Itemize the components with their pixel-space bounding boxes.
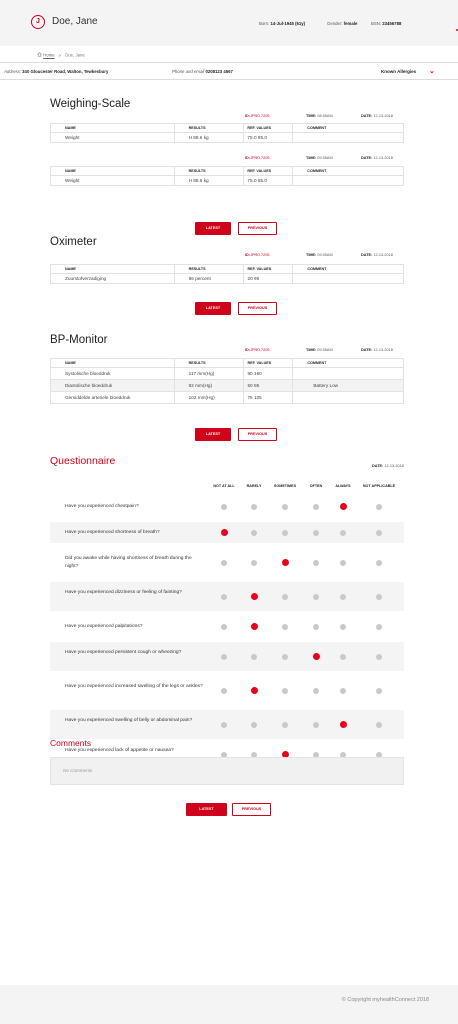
question-row (50, 642, 404, 671)
cell-ref: 75 105 (244, 392, 293, 404)
col-comment: COMMENT (293, 359, 404, 368)
cell-result: 82 mm(Hg) (174, 380, 244, 392)
table-header-row (51, 359, 404, 368)
oximeter-latest-button[interactable]: LATEST (195, 302, 231, 315)
answer-radio[interactable] (376, 504, 382, 510)
answer-radio[interactable] (313, 560, 319, 566)
phone-value: 0208123 4567 (205, 69, 233, 74)
answer-radio[interactable] (340, 624, 346, 630)
comments-title: Comments (50, 738, 92, 748)
answer-column-header: ALWAYS (335, 484, 351, 488)
answer-radio[interactable] (282, 722, 288, 728)
bp-monitor-title: BP-Monitor (50, 334, 108, 346)
answer-radio[interactable] (282, 594, 288, 600)
answer-radio[interactable] (221, 624, 227, 630)
col-results: RESULTS (174, 265, 244, 274)
oximeter-previous-button[interactable]: PREVIOUS (238, 302, 277, 315)
cell-comment (293, 176, 404, 186)
known-allergies-toggle[interactable]: Known Allergies (381, 69, 417, 74)
questionnaire-date (372, 464, 404, 468)
gender-label: Gender: (327, 21, 343, 26)
oximeter-date (361, 253, 393, 257)
footer (0, 985, 458, 1024)
cell-result: 96 percent (174, 274, 244, 284)
bp-id (245, 348, 269, 352)
born-label: Born: (259, 21, 270, 26)
oximeter-time (306, 253, 333, 257)
date-value: 12-13-2018 (373, 114, 393, 118)
patient-logo-icon: J (31, 15, 45, 29)
date-label: DATE: (361, 114, 373, 118)
answer-radio[interactable] (340, 530, 346, 536)
cell-ref: 75.0 85.0 (244, 133, 293, 143)
id-label: ID: (245, 114, 251, 118)
phone-label: Phone and email (172, 69, 205, 74)
answer-radio[interactable] (221, 654, 227, 660)
address-info (4, 69, 108, 74)
cell-comment (293, 392, 404, 404)
bsn-value: 23456788 (382, 21, 402, 26)
cell-name: Weight (51, 133, 175, 143)
oximeter-table (50, 264, 404, 284)
col-name: NAME (51, 167, 175, 176)
cell-comment (293, 368, 404, 380)
answer-radio[interactable] (340, 688, 346, 694)
date-label: DATE: (361, 253, 373, 257)
answer-column-header: NOT APPLICABLE (362, 484, 396, 488)
questionnaire-previous-button[interactable]: PREVIOUS (232, 803, 271, 816)
answer-radio[interactable] (313, 594, 319, 600)
col-name: NAME (51, 359, 175, 368)
questionnaire-title: Questionnaire (50, 455, 116, 467)
question-text: Have you experienced increased swelling of the legs or ankles? (65, 684, 203, 689)
question-row (50, 496, 404, 517)
breadcrumb-home-link[interactable]: Home (43, 52, 55, 58)
patient-name: Doe, Jane (52, 16, 98, 27)
weighing-table-2 (50, 166, 404, 186)
answer-radio-selected[interactable] (251, 687, 258, 694)
cell-result: 117 mm(Hg) (174, 368, 244, 380)
table-row (51, 392, 404, 404)
home-icon[interactable] (37, 52, 42, 57)
table-row (51, 274, 404, 284)
weighing-date-2 (361, 156, 393, 160)
table-row (51, 133, 404, 143)
answer-radio-selected[interactable] (221, 529, 228, 536)
question-row (50, 710, 404, 739)
bp-date (361, 348, 393, 352)
time-value: 09.55AM (317, 253, 333, 257)
time-value: 09.55AM (317, 348, 333, 352)
col-ref-values: REF. VALUES (244, 265, 293, 274)
weighing-latest-button[interactable]: LATEST (195, 222, 231, 235)
answer-radio[interactable] (221, 504, 227, 510)
table-header-row (51, 167, 404, 176)
cell-result: 102 mm(Hg) (174, 392, 244, 404)
bp-latest-button[interactable]: LATEST (195, 428, 231, 441)
answer-radio[interactable] (340, 654, 346, 660)
question-row (50, 548, 404, 577)
col-comment: COMMENT (293, 124, 404, 133)
table-row (51, 176, 404, 186)
answer-radio[interactable] (251, 504, 257, 510)
question-text: Have you experienced palpitations? (65, 623, 143, 629)
date-value: 12-13-2018 (373, 156, 393, 160)
answer-radio[interactable] (282, 654, 288, 660)
cell-ref: 50 95 (244, 380, 293, 392)
weighing-previous-button[interactable]: PREVIOUS (238, 222, 277, 235)
col-results: RESULTS (174, 359, 244, 368)
table-row (51, 368, 404, 380)
born-value: 14-Jul-1945 (61y) (270, 21, 306, 26)
answer-radio[interactable] (282, 688, 288, 694)
id-label: ID: (245, 348, 251, 352)
col-name: NAME (51, 124, 175, 133)
answer-column-header: RARELY (246, 484, 262, 488)
bp-previous-button[interactable]: PREVIOUS (238, 428, 277, 441)
weighing-time-1 (306, 114, 333, 118)
address-value: 340 Gloucester Road, Walton, Tewkesbury (22, 69, 109, 74)
time-value: 09.55AM (317, 156, 333, 160)
cell-name: Diastolische bloeddruk (51, 380, 175, 392)
id-label: ID: (245, 253, 251, 257)
id-value: JPRD.7205 (250, 156, 270, 160)
date-label: DATE: (372, 464, 384, 468)
comments-field[interactable] (50, 757, 404, 785)
question-row (50, 676, 404, 705)
date-value: 12-13-2018 (373, 253, 393, 257)
weighing-scale-title: Weighing-Scale (50, 98, 131, 110)
weighing-id-1 (245, 114, 269, 118)
answer-radio[interactable] (313, 688, 319, 694)
date-label: DATE: (361, 156, 373, 160)
oximeter-id (245, 253, 269, 257)
id-label: ID: (245, 156, 251, 160)
copyright-text: © Copyright myhealthConnect 2018 (341, 997, 429, 1003)
answer-radio-selected[interactable] (340, 503, 347, 510)
weighing-id-2 (245, 156, 269, 160)
answer-column-header: SOMETIMES (273, 484, 297, 488)
cell-name: Weight (51, 176, 175, 186)
col-results: RESULTS (174, 167, 244, 176)
breadcrumb-separator: > (58, 52, 62, 58)
cell-comment (293, 274, 404, 284)
bsn-label: BSN: (371, 21, 382, 26)
col-ref-values: REF. VALUES (244, 124, 293, 133)
answer-radio[interactable] (221, 722, 227, 728)
col-ref-values: REF. VALUES (244, 167, 293, 176)
date-value: 12-13-2018 (384, 464, 404, 468)
answer-radio[interactable] (376, 530, 382, 536)
question-row (50, 522, 404, 543)
answer-radio-selected[interactable] (282, 559, 289, 566)
cell-result: H 88.6 kg (174, 176, 244, 186)
id-value: JPRD.7205 (250, 114, 270, 118)
breadcrumb (37, 52, 85, 58)
gender-info (327, 21, 357, 26)
id-value: JPRD.7205 (250, 348, 270, 352)
weighing-date-1 (361, 114, 393, 118)
oximeter-title: Oximeter (50, 236, 97, 248)
cell-name: Zuurstofverzadiging (51, 274, 175, 284)
weighing-time-2 (306, 156, 333, 160)
question-row (50, 582, 404, 611)
cell-result: H 88.6 kg (174, 133, 244, 143)
cell-comment (293, 133, 404, 143)
time-value: 08.55AM (317, 114, 333, 118)
answer-column-header: NOT AT ALL (213, 484, 235, 488)
answer-radio[interactable] (376, 722, 382, 728)
answer-radio[interactable] (313, 504, 319, 510)
breadcrumb-current: Doe, Jane (65, 52, 85, 58)
contact-bar (0, 62, 458, 80)
answer-radio-selected[interactable] (340, 721, 347, 728)
answer-radio[interactable] (376, 654, 382, 660)
date-value: 12-13-2018 (373, 348, 393, 352)
table-row (51, 380, 404, 392)
answer-radio[interactable] (340, 594, 346, 600)
table-header-row (51, 265, 404, 274)
answer-radio-selected[interactable] (251, 623, 258, 630)
answer-radio[interactable] (376, 624, 382, 630)
question-text: Have you experienced persistent cough or wheezing? (65, 650, 182, 655)
id-value: JPRD.7205 (250, 253, 270, 257)
time-label: TIME: (306, 114, 317, 118)
question-text: Have you experienced shortness of breath? (65, 529, 160, 535)
time-label: TIME: (306, 156, 317, 160)
answer-radio[interactable] (376, 688, 382, 694)
answer-radio[interactable] (282, 530, 288, 536)
table-header-row (51, 124, 404, 133)
question-row (50, 616, 404, 637)
bp-time (306, 348, 333, 352)
chevron-down-icon[interactable]: ⌄ (429, 68, 435, 75)
answer-radio[interactable] (376, 560, 382, 566)
bp-table (50, 358, 404, 404)
answer-radio-selected[interactable] (313, 653, 320, 660)
bsn-info (371, 21, 401, 26)
question-text: Have you experienced lack of appetite or nausea? (65, 748, 174, 753)
answer-radio-selected[interactable] (251, 593, 258, 600)
time-label: TIME: (306, 348, 317, 352)
answer-column-header: OFTEN (309, 484, 323, 488)
address-label: Address: (4, 69, 21, 74)
questionnaire-latest-button[interactable]: LATEST (186, 803, 227, 816)
cell-ref: 75.0 85.0 (244, 176, 293, 186)
answer-radio[interactable] (251, 722, 257, 728)
answer-radio[interactable] (221, 688, 227, 694)
cell-name: Gemiddelde arteriele bloeddruk (51, 392, 175, 404)
col-results: RESULTS (174, 124, 244, 133)
date-label: DATE: (361, 348, 373, 352)
phone-info (172, 69, 233, 74)
answer-radio[interactable] (340, 560, 346, 566)
answer-radio[interactable] (251, 654, 257, 660)
answer-radio[interactable] (221, 594, 227, 600)
col-name: NAME (51, 265, 175, 274)
answer-radio[interactable] (313, 530, 319, 536)
question-text: Have you experienced dizziness or feeling of fainting? (65, 590, 182, 595)
weighing-table-1 (50, 123, 404, 143)
cell-name: Systolische bloeddruk (51, 368, 175, 380)
gender-value: female (343, 21, 358, 26)
top-header (0, 0, 458, 46)
question-text: Have you experienced chestpain? (65, 503, 139, 509)
col-comment: COMMENT (293, 265, 404, 274)
answer-radio[interactable] (376, 594, 382, 600)
answer-radio[interactable] (313, 722, 319, 728)
cell-ref: 20 99 (244, 274, 293, 284)
col-comment: COMMENT (293, 167, 404, 176)
answer-radio[interactable] (251, 530, 257, 536)
cell-comment: Battery Low (293, 380, 404, 392)
answer-radio[interactable] (251, 560, 257, 566)
answer-radio[interactable] (313, 624, 319, 630)
question-text: Did you awake while having shortness of breath during the night? (65, 556, 192, 569)
answer-radio[interactable] (282, 624, 288, 630)
cell-ref: 90 160 (244, 368, 293, 380)
born-info (259, 21, 305, 26)
question-text: Have you experienced swelling of belly or abdominal pain? (65, 718, 193, 723)
comments-placeholder: No Comments (63, 768, 93, 773)
col-ref-values: REF. VALUES (244, 359, 293, 368)
answer-radio[interactable] (221, 560, 227, 566)
time-label: TIME: (306, 253, 317, 257)
answer-radio[interactable] (282, 504, 288, 510)
